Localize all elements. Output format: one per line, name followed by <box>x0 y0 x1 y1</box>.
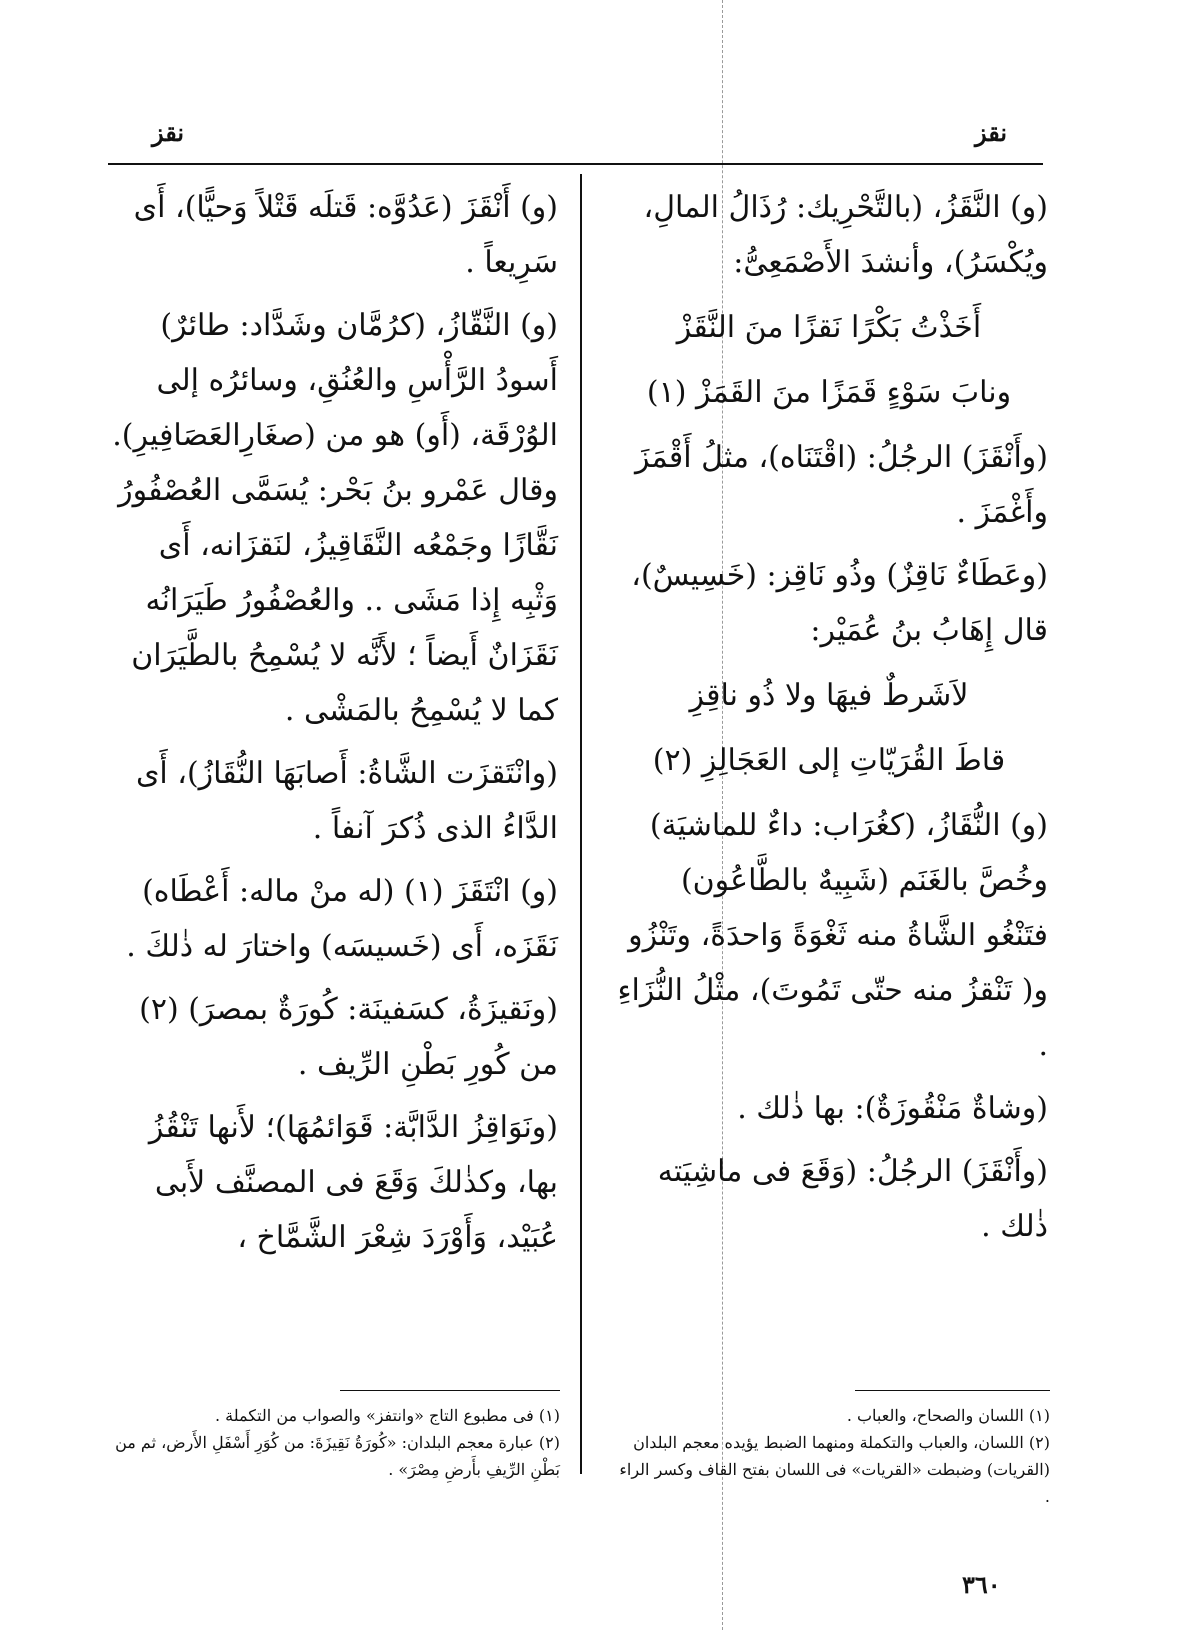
entry-paragraph: (وشاةٌ مَنْقُوزَةٌ): بها ذٰلك . <box>737 1091 1048 1126</box>
verse-line: قاطَ القُرَيّاتِ إلى العَجَالِزِ (٢) <box>652 743 1006 778</box>
entry-paragraph: (و) النُّقَازُ، (كغُرَاب: داءٌ للماشيَة) وخُصَّ بالغَنَم (شَبِيهٌ بالطَّاعُون) فتَنْغُو الشَّاةُ منه ثَغْوَةً وَاحدَةً، وتَنْزُو و( تَنْقزُ منه حتّى تَمُوتَ)، مثْلُ النُّزَاءِ . <box>617 808 1048 1063</box>
verse-line: ونابَ سَوْءٍ قَمَزًا منَ القَمَزْ (١) <box>646 375 1012 410</box>
header-rule <box>108 163 1043 165</box>
entry-paragraph: (و) انْتَقَزَ (١) (له منْ ماله: أَعْطَاه) نَقَزَه، أَى (خَسيسَه) واختارَ له ذٰلكَ . <box>126 874 558 964</box>
entry-paragraph: (ونَوَاقِزُ الدَّابَّة: قَوَائمُهَا)؛ لأَنها تَنْقُزُ بها، وكذٰلكَ وَقَعَ فى المصنَّف لأَبى عُبَيْد، وَأَوْرَدَ شِعْرَ الشَّمَّاخ ، <box>148 1110 558 1255</box>
entry-paragraph: (و) النَّقّازُ، (كرُمَّان وشَدَّاد: طائرٌ) أَسودُ الرَّأْسِ والعُنُقِ، وسائرُه إلى الوُرْقَة، (أَو) هو من (صغَارِالعَصَافِيرِ). وقال عَمْرو بنُ بَحْر: يُسَمَّى العُصْفُورُ نَقَّازًا وجَمْعُه النَّقَاقِيزُ، لنَقزَانه، أَى وَثْبِه إِذا مَشَى .. والعُصْفُورُ طَيَرَانُه نَقَزَانٌ أَيضاً ؛ لأَنَّه لا يُسْمِحُ بالطَّيَرَان كما لا يُسْمِحُ بالمَشْى . <box>112 308 558 728</box>
footnote: (١) اللسان والصحاح، والعباب . <box>846 1406 1050 1425</box>
entry-paragraph: (و) أَنْقَزَ (عَدُوَّه: قَتلَه قَتْلاً وَحيًّا)، أَى سَرِيعاً . <box>133 190 558 280</box>
header-word-left: نقز <box>152 118 185 147</box>
left-column <box>108 180 558 1273</box>
footnote-rule-left <box>340 1390 560 1391</box>
page-number: ٣٦٠ <box>962 1570 1001 1599</box>
footnote: (٢) اللسان، والعباب والتكملة ومنهما الضبط يؤيده معجم البلدان (القريات) وضبطت «القريات» فى اللسان بفتح القاف وكسر الراء . <box>619 1433 1050 1506</box>
entry-paragraph: (وانْتَقزَت الشَّاةُ: أَصابَهَا النُّقَازُ)، أَى الدَّاءُ الذى ذُكرَ آنفاً . <box>135 756 558 846</box>
entry-paragraph: (و) النَّقَزُ، (بالتَّحْرِيك: رُذَالُ المالِ، ويُكْسَرُ)، وأنشدَ الأَصْمَعِىُّ: <box>643 190 1048 280</box>
footnotes-right <box>610 1402 1050 1510</box>
entry-paragraph: (ونَقيزَةُ، كسَفينَة: كُورَةٌ بمصرَ) (٢) من كُورِ بَطْنِ الرِّيف . <box>139 992 558 1082</box>
entry-paragraph: (وعَطَاءٌ نَاقِزٌ) وذُو نَاقِز: (خَسِيسٌ)، قال إِهَابُ بنُ عُمَيْر: <box>631 558 1048 648</box>
footnote: (١) فى مطبوع التاج «وانتفز» والصواب من التكملة . <box>214 1406 560 1425</box>
entry-paragraph: (وأَنْقَزَ) الرجُلُ: (وَقَعَ فى ماشِيَته ذٰلك . <box>657 1154 1048 1244</box>
verse-line: أَخَذْتُ بَكْرًا نَقزًا منَ النَّقَزْ <box>676 310 982 345</box>
right-column <box>610 180 1048 1262</box>
verse-line: لاَشَرطٌ فيهَا ولا ذُو ناقِزِ <box>689 678 969 713</box>
footnote: (٢) عبارة معجم البلدان: «كُورَةُ نَقِيزَةَ: من كُوَرِ أَسْفَلِ الأَرض، ثم من بَطْنِ الرِّيفِ بأَرضِ مِصْرَ» . <box>115 1433 560 1479</box>
entry-paragraph: (وأَنْقَزَ) الرجُلُ: (اقْتَنَاه)، مثلُ أَقْمَزَ وأَغْمَزَ . <box>635 440 1048 530</box>
footnotes-left <box>108 1402 560 1483</box>
footnote-rule-right <box>855 1390 1050 1391</box>
header-word-right: نقز <box>975 118 1008 147</box>
column-divider <box>580 174 582 1474</box>
